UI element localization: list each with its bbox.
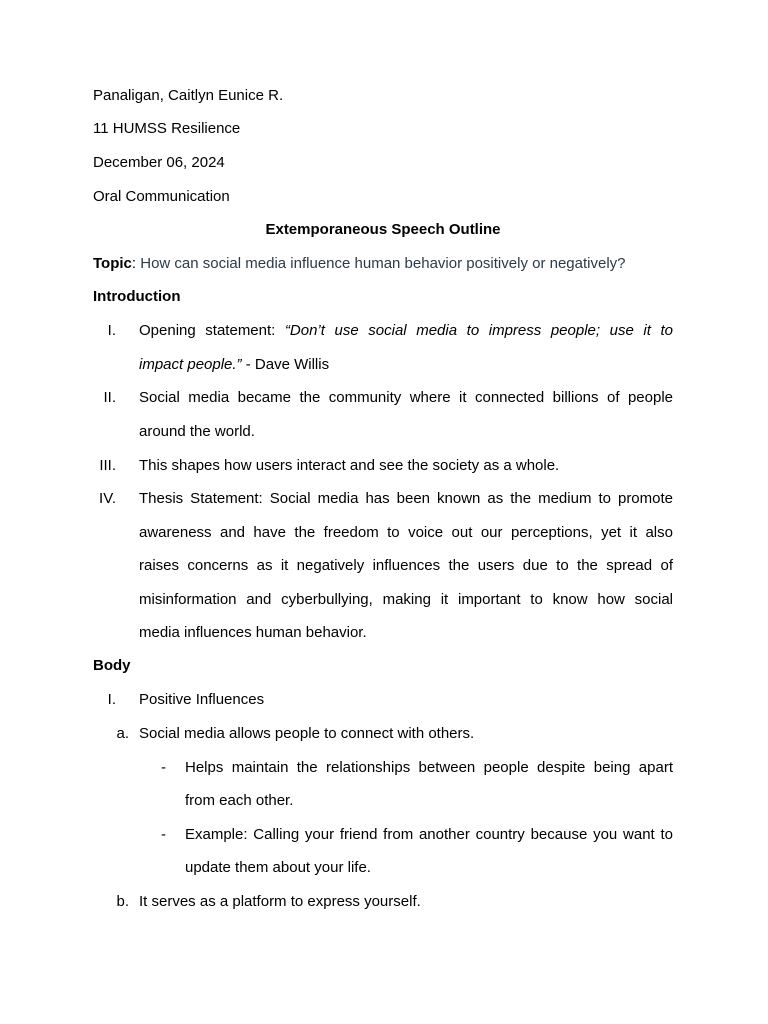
- topic-label: Topic: [93, 255, 132, 272]
- topic-line: [93, 255, 626, 273]
- thesis-line-2: awareness and have the freedom to voice out our perceptions, yet it also: [139, 524, 673, 541]
- bullet-2-line-2: update them about your life.: [185, 859, 371, 876]
- body-point-b-text: It serves as a platform to express yourself.: [139, 893, 421, 910]
- body-heading: Body: [93, 657, 131, 674]
- intro-item-1-number: I.: [107, 322, 116, 339]
- bullet-1-line-2: from each other.: [185, 792, 294, 809]
- body-point-a-text: Social media allows people to connect with others.: [139, 725, 475, 742]
- thesis-line-1: Thesis Statement: Social media has been known as the medium to promote: [139, 490, 673, 507]
- introduction-heading: Introduction: [93, 288, 181, 305]
- body-section-1-number: I.: [107, 691, 116, 708]
- student-section: 11 HUMSS Resilience: [93, 120, 241, 137]
- thesis-line-3: raises concerns as it negatively influences the users due to the spread of: [139, 557, 673, 574]
- intro-item-2-line-2: around the world.: [139, 423, 255, 440]
- intro-item-2-number: II.: [103, 389, 116, 406]
- thesis-line-5: media influences human behavior.: [139, 624, 367, 641]
- opening-quote-part-1: “Don’t use social media to impress people; use it to: [284, 322, 673, 339]
- intro-item-3-number: III.: [99, 457, 116, 474]
- body-point-a-letter: a.: [116, 725, 129, 742]
- bullet-1-line-1: Helps maintain the relationships between people despite being apart: [185, 759, 673, 776]
- body-point-b-letter: b.: [116, 893, 129, 910]
- bullet-2-line-1: Example: Calling your friend from another country because you want to: [185, 826, 673, 843]
- topic-text: How can social media influence human behavior positively or negatively?: [140, 255, 626, 272]
- bullet-1-dash: -: [161, 759, 166, 776]
- document-title: Extemporaneous Speech Outline: [265, 221, 501, 238]
- quote-author: - Dave Willis: [241, 356, 330, 373]
- intro-item-4-number: IV.: [99, 490, 116, 507]
- topic-colon: :: [131, 255, 137, 272]
- document-date: December 06, 2024: [93, 154, 225, 171]
- intro-item-1-line-1: [139, 322, 673, 340]
- intro-item-3-line-1: This shapes how users interact and see the society as a whole.: [139, 457, 560, 474]
- body-section-1-label: Positive Influences: [139, 691, 265, 708]
- student-name: Panaligan, Caitlyn Eunice R.: [93, 87, 284, 104]
- bullet-2-dash: -: [161, 826, 166, 843]
- intro-item-1-line-2: [139, 356, 673, 374]
- intro-item-2-line-1: Social media became the community where it connected billions of people: [139, 389, 673, 406]
- subject: Oral Communication: [93, 188, 230, 205]
- thesis-line-4: misinformation and cyberbullying, making it important to know how social: [139, 591, 673, 608]
- opening-statement-label: Opening statement:: [139, 322, 276, 339]
- opening-quote-part-2: impact people.”: [139, 356, 242, 373]
